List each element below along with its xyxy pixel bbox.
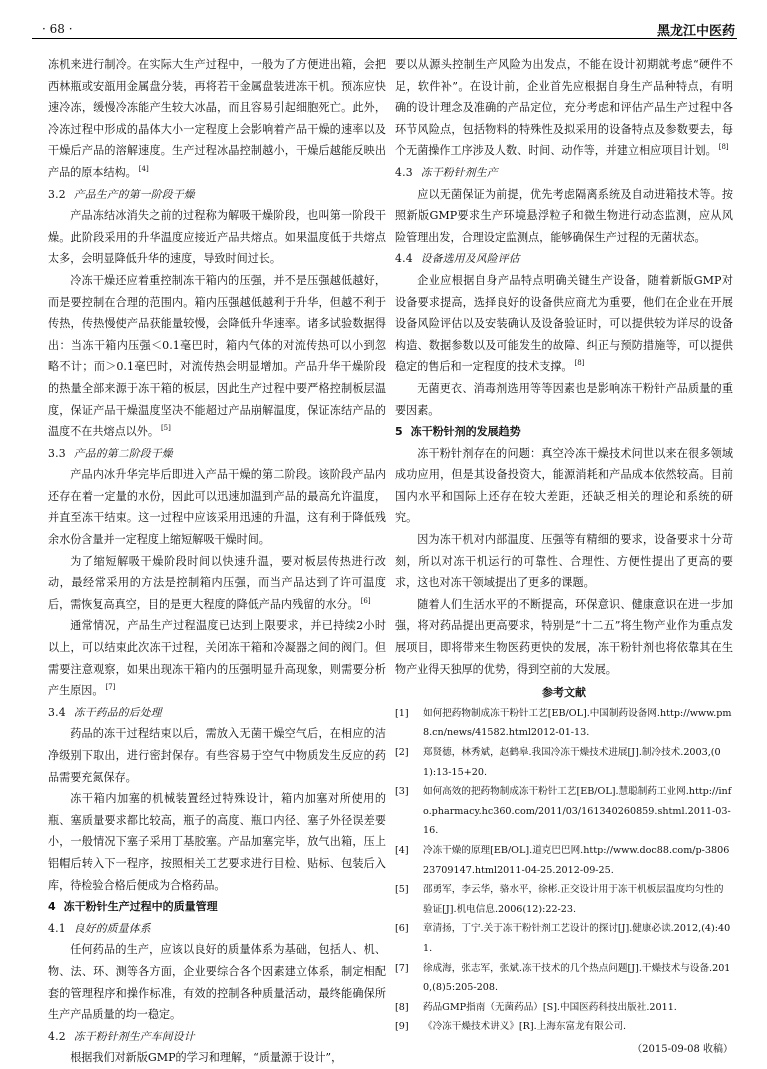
paragraph-text: 通常情况，产品生产过程温度已达到上限要求，并已持续2小时以上，可以结束此次冻干过程，关闭冻干箱和冷凝器之间的阀门。但需要注意观察，如果出现冻干箱内的压强明显升高现象，则需要分析产生原因。 [48,619,386,698]
reference-number: [4] [395,844,409,856]
reference-text: 邵勇军，李云华，骆水平，徐彬.正交设计用于冻干机板层温度均匀性的验证[J].机电信息.2006(12):22-23. [423,884,724,915]
paragraph [395,378,733,421]
reference-text: 冷冻干燥的原理[EB/OL].道克巴巴网.http://www.doc88.com/p-380623709147.html2011-04-25.2012-09-25. [423,844,730,876]
reference-number: [6] [395,923,409,935]
paragraph [395,54,733,162]
paragraph [48,1047,386,1069]
paragraph-text: 应以无菌保证为前提，优先考虑隔离系统及自动进箱技术等。按照新版GMP要求生产环境悬浮粒子和微生物进行动态监测，应从风险管理出发，合理设定监测点，能够确保生产过程的无菌状态。 [395,187,733,244]
heading-text: 冻干药品的后处理 [73,705,162,719]
paragraph-text: 产品冻结冰消失之前的过程称为解吸干燥阶段，也叫第一阶段干燥。此阶段采用的升华温度应接近产品共熔点。如果温度低于共熔点太多，会明显降低升华的速度，导致时间过长。 [48,209,386,266]
reference-item [395,704,733,743]
left-column [48,54,386,1065]
paragraph [48,788,386,896]
heading-text: 冻干粉针生产过程中的质量管理 [63,900,218,914]
paragraph [395,594,733,680]
reference-text: 药品GMP指南（无菌药品）[S].中国医药科技出版社.2011. [423,1001,677,1013]
reference-number: [1] [395,707,409,719]
subsection-heading [48,1026,386,1048]
paragraph-text: 冻干箱内加塞的机械装置经过特殊设计，箱内加塞对所使用的瓶、塞质量要求都比较高，瓶子的高度、瓶口内径、塞子外径误差要小，一般情况下塞子采用丁基胶塞。产品加塞完毕，放气出箱，压上铝帽后转入下一程序，按照相关工艺要求进行目检、贴标、包装后入库，待检验合格后便成为合格药品。 [48,792,386,892]
heading-number: 4.1 [48,921,66,935]
paragraph-text: 为了缩短解吸干燥阶段时间以快速升温，要对板层传热进行改动，最经常采用的方法是控制箱内压强，而当产品达到了许可温度后，需恢复高真空，目的是更大程度的降低产品内残留的水分。 [48,554,386,611]
heading-text: 产品生产的第一阶段干燥 [73,187,195,201]
citation-ref: [8] [574,359,585,368]
reference-item [395,959,733,998]
paragraph [48,615,386,701]
paragraph-text: 要以从源头控制生产风险为出发点，不能在设计初期就考虑“硬件不足，软件补”。在设计前，企业首先应根据自身生产品种特点，有明确的设计理念及准确的产品定位，充分考虑和评估产品生产过程中各环节风险点，包括物料的特殊性及拟采用的设备特点及参数要去，每个无菌操作工序涉及人数、时间、动作等，并建立相应项目计划。 [395,58,733,158]
reference-number: [7] [395,962,409,974]
right-column [395,54,733,1055]
heading-text: 冻干粉针剂生产 [420,165,498,179]
reference-text: 如何高效的把药物制成冻干粉针工艺[EB/OL].慧聪制药工业网.http://info.pharmacy.hc360.com/2011/03/161340260859.shtml.2011-03-16. [423,786,732,837]
citation-ref: [4] [138,164,149,173]
reference-item [395,743,733,782]
subsection-heading [48,918,386,940]
reference-number: [3] [395,786,409,798]
heading-text: 设备选用及风险评估 [420,252,520,266]
paragraph-text: 任何药品的生产，应该以良好的质量体系为基础，包括人、机、物、法、环、测等各方面，企业要综合各个因素建立体系，制定相配套的管理程序和操作标准，有效的控制各种质量活动，最终能确保所生产产品质量的均一稳定。 [48,943,386,1022]
citation-ref: [6] [360,596,371,605]
paragraph-text: 随着人们生活水平的不断提高，环保意识、健康意识在进一步加强，将对药品提出更高要求，特别是“十二五”将生物产业作为重点发展项目，即将带来生物医药更快的发展，冻干粉针剂也将依靠其在生物产业得天独厚的优势，得到空前的大发展。 [395,597,733,676]
reference-item [395,1017,733,1037]
reference-number: [5] [395,884,409,896]
right-column-body [395,54,733,680]
reference-number: [8] [395,1001,409,1013]
paragraph [395,270,733,378]
heading-number: 3.3 [48,446,66,460]
paragraph-text: 药品的冻干过程结束以后，需放入无菌干燥空气后，在相应的洁净级别下取出，进行密封保存。有些容易于空气中物质发生反应的药品需要充氮保存。 [48,727,386,784]
paragraph [48,939,386,1025]
reference-item [395,880,733,919]
paragraph [48,464,386,550]
heading-number: 4.3 [395,165,413,179]
paragraph-text: 产品内冰升华完毕后即进入产品干燥的第二阶段。该阶段产品内还存在着一定量的水份，因此可以迅速加温到产品的最高允许温度，并直至冻干结束。这一过程中应该采用迅速的升温，这有利于降低残余水份含量并一定程度上缩短解吸干燥时间。 [48,468,386,547]
heading-text: 良好的质量体系 [73,921,151,935]
reference-text: 徐成海，张志军，张斌.冻干技术的几个热点问题[J].干燥技术与设备.2010,(8)5:205-208. [423,962,731,994]
paragraph-text: 根据我们对新版GMP的学习和理解，“质量源于设计”， [70,1051,343,1065]
citation-ref: [7] [105,683,116,692]
references-list [395,704,733,1037]
subsection-heading [48,184,386,206]
paragraph [48,205,386,270]
citation-ref: [8] [718,143,729,152]
received-date: （2015-09-08 收稿） [632,1043,733,1055]
paragraph [395,443,733,529]
reference-text: 《冷冻干燥技术讲义》[R].上海东富龙有限公司. [423,1021,627,1033]
citation-ref: [5] [160,424,171,433]
paragraph [48,54,386,184]
paragraph-text: 因为冻干机对内部温度、压强等有精细的要求，设备要求十分苛刻，所以对冻干机运行的可靠性、合理性、方便性提出了更高的要求，这也对冻干领域提出了更多的课题。 [395,533,733,590]
heading-number: 3.4 [48,705,66,719]
paragraph-text: 企业应根据自身产品特点明确关键生产设备，随着新版GMP对设备要求提高，选择良好的设备供应商尤为重要，他们在企业在开展设备风险评估以及安装确认及设备验证时，可以提供较为详尽的设备构造、数据参数以及可能发生的故障、纠正与预防措施等，可以提供稳定的售后和一定程度的技术支撑。 [395,273,733,374]
paragraph-text: 冻干粉针剂存在的问题：真空冷冻干燥技术问世以来在很多领域成功应用，但是其设备投资大，能源消耗和产品成本依然较高。目前国内水平和国际上还存在较大差距，还缺乏相关的理论和系统的研究。 [395,446,733,525]
paragraph [48,551,386,616]
heading-number: 4.4 [395,252,413,266]
reference-item [395,782,733,841]
reference-text: 郑贤德，林秀斌，赵鹤皋.我国冷冻干燥技术进展[J].制冷技术.2003,(01):13-15+20. [423,747,721,778]
heading-text: 产品的第二阶段干燥 [73,446,173,460]
reference-text: 章清扬，丁宁.关于冻干粉针剂工艺设计的探讨[J].健康必读.2012,(4):401. [423,923,731,954]
heading-number: 4 [48,900,56,914]
page-header [32,0,737,40]
paragraph [48,723,386,788]
reference-item [395,841,733,880]
references-title: 参考文献 [542,686,586,700]
heading-number: 5 [395,425,403,439]
section-heading [48,896,386,918]
paragraph-text: 冷冻干燥还应着重控制冻干箱内的压强，并不是压强越低越好，而是要控制在合理的范围内。箱内压强越低越利于升华，但越不利于传热，传热慢使产品获能量较慢，会降低升华速率。诸多试验数据得出：当冻干箱内压强＜0.1毫巴时，箱内气体的对流传热可以小到忽略不计；而＞0.1毫巴时，对流传热会明显增加。产品升华干燥阶段的热量全部来源于冻干箱的板层，因此生产过程中要严格控制板层温度，保证产品干燥温度坚决不能超过产品崩解温度，保证冻结产品的温度不在共熔点以外。 [48,273,386,439]
paragraph [395,184,733,249]
header-rule [32,38,737,39]
paragraph [48,270,386,443]
heading-number: 3.2 [48,187,66,201]
subsection-heading [48,702,386,724]
reference-text: 如何把药物制成冻干粉针工艺[EB/OL].中国制药设备网.http://www.pm8.cn/news/41582.html2012-01-13. [423,707,732,739]
reference-item [395,998,733,1018]
reference-number: [2] [395,747,409,758]
page-number: · 68 · [42,22,73,36]
heading-number: 4.2 [48,1029,66,1043]
subsection-heading [48,443,386,465]
subsection-heading [395,248,733,270]
subsection-heading [395,162,733,184]
heading-text: 冻干粉针剂的发展趋势 [410,425,521,439]
paragraph [395,529,733,594]
reference-number: [9] [395,1021,409,1033]
paragraph-text: 冻机来进行制冷。在实际大生产过程中，一般为了方便进出箱，会把西林瓶或安瓿用金属盘分装，再将若干金属盘装进冻干机。预冻应快速冷冻，缓慢冷冻能产生较大冰晶，而且容易引起细胞死亡。此外，冷冻过程中形成的晶体大小一定程度上会影响着产品干燥的速率以及干燥后产品的溶解速度。生产过程冰晶控制越小，干燥后越能反映出产品的原本结构。 [48,58,386,179]
section-heading [395,421,733,443]
reference-item [395,919,733,958]
journal-title: 黑龙江中医药 [656,24,735,39]
paragraph-text: 无菌更衣、消毒剂选用等等因素也是影响冻干粉针产品质量的重要因素。 [395,381,733,417]
heading-text: 冻干粉针剂生产车间设计 [73,1029,195,1043]
